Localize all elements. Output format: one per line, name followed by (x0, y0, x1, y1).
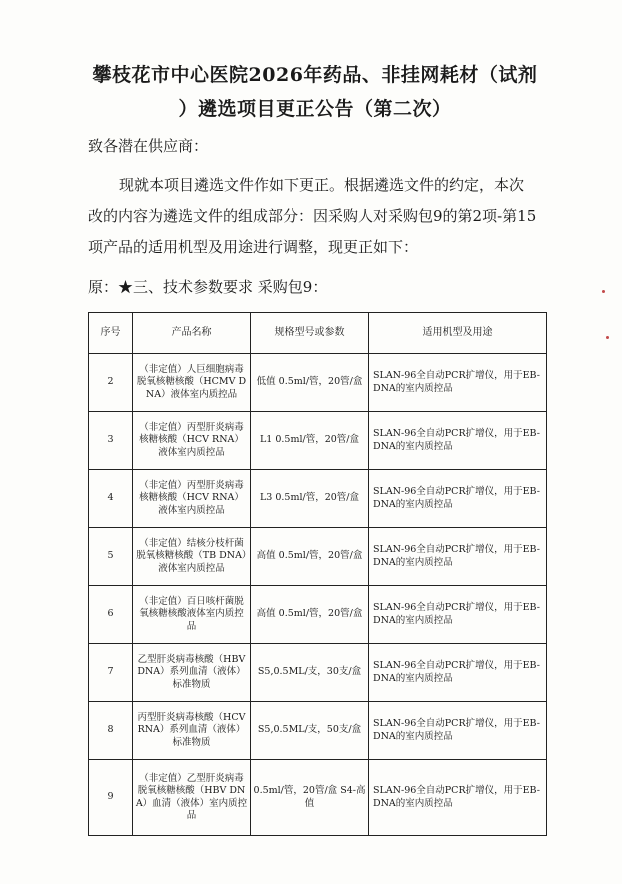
cell-spec: 0.5ml/管，20管/盒 S4-高值 (251, 760, 369, 836)
cell-use: SLAN-96全自动PCR扩增仪，用于EB-DNA的室内质控品 (369, 644, 547, 702)
cell-spec: 低值 0.5ml/管，20管/盒 (251, 354, 369, 412)
stamp-speck (606, 336, 609, 339)
table-row (89, 412, 547, 470)
cell-use: SLAN-96全自动PCR扩增仪，用于EB-DNA的室内质控品 (369, 354, 547, 412)
table-row (89, 528, 547, 586)
greeting: 致各潜在供应商： (88, 137, 209, 155)
cell-spec: 高值 0.5ml/管，20管/盒 (251, 528, 369, 586)
table-header-row (89, 313, 547, 354)
title-line-1: 攀枝花市中心医院2026年药品、非挂网耗材（试剂 (92, 64, 538, 86)
cell-spec: S5,0.5ML/支，50支/盒 (251, 702, 369, 760)
table-row (89, 760, 547, 836)
title-line-2: ）遴选项目更正公告（第二次） (178, 98, 452, 120)
cell-spec: L3 0.5ml/管，20管/盒 (251, 470, 369, 528)
original-heading: 原：★三、技术参数要求 采购包9： (88, 278, 328, 296)
cell-no: 3 (89, 412, 133, 470)
cell-name: （非定值）丙型肝炎病毒核糖核酸（HCV RNA）液体室内质控品 (133, 412, 251, 470)
cell-name: （非定值）结核分枝杆菌脱氧核糖核酸（TB DNA）液体室内质控品 (133, 528, 251, 586)
cell-name: 丙型肝炎病毒核酸（HCV RNA）系列血清（液体）标准物质 (133, 702, 251, 760)
cell-name: （非定值）丙型肝炎病毒核糖核酸（HCV RNA）液体室内质控品 (133, 470, 251, 528)
cell-no: 4 (89, 470, 133, 528)
header-spec: 规格型号或参数 (251, 313, 369, 354)
cell-spec: 高值 0.5ml/管，20管/盒 (251, 586, 369, 644)
cell-name: （非定值）百日咳杆菌脱氧核糖核酸液体室内质控品 (133, 586, 251, 644)
table-row (89, 644, 547, 702)
table-row (89, 354, 547, 412)
notice-title (60, 58, 570, 126)
stamp-speck (602, 290, 605, 293)
cell-name: （非定值）乙型肝炎病毒脱氧核糖核酸（HBV DNA）血清（液体）室内质控品 (133, 760, 251, 836)
cell-no: 7 (89, 644, 133, 702)
cell-name: （非定值）人巨细胞病毒脱氧核糖核酸（HCMV DNA）液体室内质控品 (133, 354, 251, 412)
cell-use: SLAN-96全自动PCR扩增仪，用于EB-DNA的室内质控品 (369, 760, 547, 836)
cell-no: 6 (89, 586, 133, 644)
table-row (89, 470, 547, 528)
cell-use: SLAN-96全自动PCR扩增仪，用于EB-DNA的室内质控品 (369, 702, 547, 760)
table-row (89, 586, 547, 644)
header-no: 序号 (89, 313, 133, 354)
header-use: 适用机型及用途 (369, 313, 547, 354)
header-name: 产品名称 (133, 313, 251, 354)
cell-use: SLAN-96全自动PCR扩增仪，用于EB-DNA的室内质控品 (369, 470, 547, 528)
tech-param-table (88, 312, 547, 836)
body-paragraph: 现就本项目遴选文件作如下更正。根据遴选文件的约定，本次改的内容为遴选文件的组成部分：因采购人对采购包9的第2项-第15项产品的适用机型及用途进行调整，现更正如下： (88, 176, 537, 256)
cell-use: SLAN-96全自动PCR扩增仪，用于EB-DNA的室内质控品 (369, 586, 547, 644)
cell-use: SLAN-96全自动PCR扩增仪，用于EB-DNA的室内质控品 (369, 412, 547, 470)
cell-use: SLAN-96全自动PCR扩增仪，用于EB-DNA的室内质控品 (369, 528, 547, 586)
cell-no: 2 (89, 354, 133, 412)
cell-spec: L1 0.5ml/管，20管/盒 (251, 412, 369, 470)
cell-name: 乙型肝炎病毒核酸（HBV DNA）系列血清（液体）标准物质 (133, 644, 251, 702)
cell-spec: S5,0.5ML/支，30支/盒 (251, 644, 369, 702)
cell-no: 9 (89, 760, 133, 836)
cell-no: 5 (89, 528, 133, 586)
cell-no: 8 (89, 702, 133, 760)
table-row (89, 702, 547, 760)
